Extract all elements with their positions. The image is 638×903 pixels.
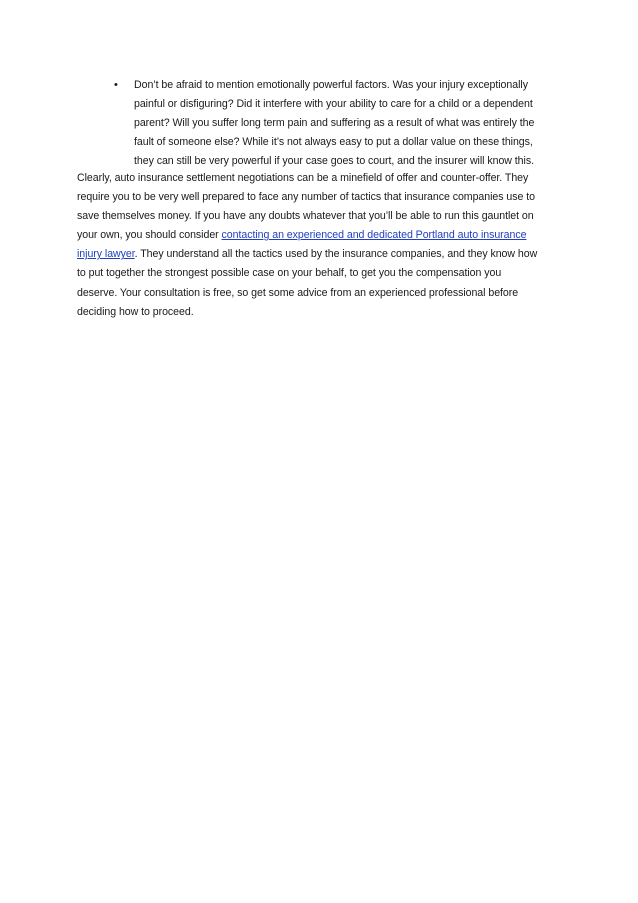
body-paragraph — [77, 169, 569, 322]
paragraph-line: deserve. Your consultation is free, so get some advice from an experienced professional before — [77, 286, 519, 299]
bullet-line: parent? Will you suffer long term pain and suffering as a result of what was entirely the — [134, 117, 535, 130]
paragraph-line: deciding how to proceed. — [77, 305, 194, 318]
bullet-text — [134, 76, 566, 171]
paragraph-line — [77, 226, 569, 245]
lawyer-link-continued[interactable]: injury lawyer — [77, 248, 135, 261]
paragraph-text: . They understand all the tactics used by the insurance companies, and they know how — [134, 248, 538, 261]
bullet-line: Don’t be afraid to mention emotionally powerful factors. Was your injury exceptionally — [134, 79, 528, 91]
bullet-marker: • — [114, 79, 118, 91]
paragraph-text: your own, you should consider — [77, 229, 222, 242]
bullet-line: fault of someone else? While it’s not always easy to put a dollar value on these things, — [134, 136, 533, 149]
bullet-line: painful or disfiguring? Did it interfere with your ability to care for a child or a dependent — [134, 98, 533, 111]
bullet-list-item — [114, 76, 566, 171]
bullet-line: they can still be very powerful if your case goes to court, and the insurer will know this. — [134, 155, 534, 168]
paragraph-line: require you to be very well prepared to face any number of tactics that insurance companies use to — [77, 191, 535, 204]
paragraph-line — [77, 245, 569, 264]
lawyer-link[interactable]: contacting an experienced and dedicated Portland auto insurance — [221, 229, 527, 242]
paragraph-line: to put together the strongest possible case on your behalf, to get you the compensation you — [77, 267, 502, 280]
paragraph-line: Clearly, auto insurance settlement negotiations can be a minefield of offer and counter-offer. They — [77, 172, 529, 184]
paragraph-line: save themselves money. If you have any doubts whatever that you’ll be able to run this gauntlet on — [77, 210, 534, 223]
